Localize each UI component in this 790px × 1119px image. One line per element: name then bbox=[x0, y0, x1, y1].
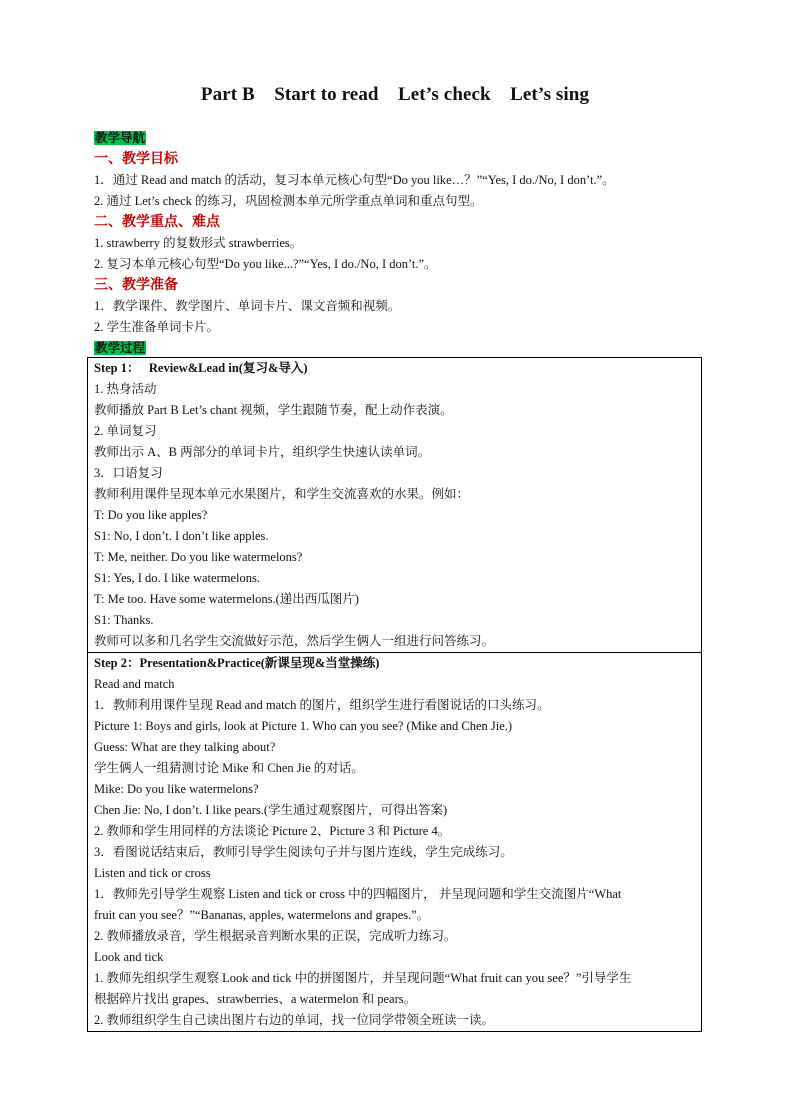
guide-label: 教学导航 bbox=[95, 131, 146, 145]
step2-line: Mike: Do you like watermelons? bbox=[94, 782, 259, 796]
step1-line: 2. 单词复习 bbox=[94, 424, 157, 438]
step2-line: Read and match bbox=[94, 677, 175, 691]
step1-line: S1: Yes, I do. I like watermelons. bbox=[94, 571, 260, 585]
step2-cell bbox=[88, 653, 702, 1032]
page-title: Part B Start to read Let’s check Let’s sing bbox=[200, 84, 590, 105]
prep-item: 1．教学课件、教学图片、单词卡片、课文音频和视频。 bbox=[94, 299, 401, 313]
teaching-guide bbox=[94, 128, 704, 359]
step2-line: 3．看图说话结束后，教师引导学生阅读句子并与图片连线，学生完成练习。 bbox=[94, 845, 513, 859]
step2-line: Look and tick bbox=[94, 950, 164, 964]
step1-line: S1: Thanks. bbox=[94, 613, 154, 627]
goals-heading: 一、教学目标 bbox=[94, 152, 178, 167]
goal-item: 1．通过 Read and match 的活动，复习本单元核心句型“Do you like…？”“Yes, I do./No, I don’t.”。 bbox=[94, 173, 615, 187]
step2-line: 2. 教师组织学生自己读出图片右边的单词，找一位同学带领全班读一读。 bbox=[94, 1013, 495, 1027]
step1-line: 教师出示 A、B 两部分的单词卡片，组织学生快速认读单词。 bbox=[94, 445, 431, 459]
step2-line: 学生俩人一组猜测讨论 Mike 和 Chen Jie 的对话。 bbox=[94, 761, 364, 775]
step1-line: 3．口语复习 bbox=[94, 466, 163, 480]
step2-line: 1．教师利用课件呈现 Read and match 的图片，组织学生进行看图说话的口头练习。 bbox=[94, 698, 550, 712]
step1-line: S1: No, I don’t. I don’t like apples. bbox=[94, 529, 269, 543]
step2-line: Chen Jie: No, I don’t. I like pears.(学生通过观察图片，可得出答案) bbox=[94, 803, 448, 817]
step1-heading: Step 1： Review&Lead in(复习&导入) bbox=[94, 361, 308, 375]
step2-line: 根据碎片找出 grapes、strawberries、a watermelon 和 pears。 bbox=[94, 992, 417, 1006]
teaching-process-table bbox=[87, 357, 702, 1032]
step2-line: Listen and tick or cross bbox=[94, 866, 211, 880]
goal-item: 2. 通过 Let’s check 的练习，巩固检测本单元所学重点单词和重点句型。 bbox=[94, 194, 483, 208]
step2-line: 2. 教师播放录音，学生根据录音判断水果的正误，完成听力练习。 bbox=[94, 929, 457, 943]
step2-line: 1．教师先引导学生观察 Listen and tick or cross 中的四幅图片， 并呈现问题和学生交流图片“What bbox=[94, 887, 622, 901]
step1-line: T: Me too. Have some watermelons.(递出西瓜图片) bbox=[94, 592, 359, 606]
step2-line: Picture 1: Boys and girls, look at Picture 1. Who can you see? (Mike and Chen Jie.) bbox=[94, 719, 513, 733]
step2-line: 2. 教师和学生用同样的方法谈论 Picture 2、Picture 3 和 Picture 4。 bbox=[94, 824, 451, 838]
step1-line: 1. 热身活动 bbox=[94, 382, 157, 396]
step2-line: Guess: What are they talking about? bbox=[94, 740, 276, 754]
keypoint-item: 1. strawberry 的复数形式 strawberries。 bbox=[94, 236, 303, 250]
process-label: 教学过程 bbox=[95, 341, 146, 355]
step1-line: T: Me, neither. Do you like watermelons? bbox=[94, 550, 303, 564]
step1-line: 教师可以多和几名学生交流做好示范，然后学生俩人一组进行问答练习。 bbox=[94, 634, 495, 648]
step2-line: 1. 教师先组织学生观察 Look and tick 中的拼图图片，并呈现问题“What fruit can you see？”引导学生 bbox=[94, 971, 632, 985]
step1-cell bbox=[88, 358, 702, 653]
prep-heading: 三、教学准备 bbox=[94, 278, 178, 293]
step2-row bbox=[88, 653, 702, 1032]
keypoint-item: 2. 复习本单元核心句型“Do you like...?”“Yes, I do./No, I don’t.”。 bbox=[94, 257, 437, 271]
step1-line: 教师播放 Part B Let’s chant 视频，学生跟随节奏，配上动作表演。 bbox=[94, 403, 453, 417]
keypoints-heading: 二、教学重点、难点 bbox=[94, 215, 220, 230]
step2-heading: Step 2：Presentation&Practice(新课呈现&当堂操练) bbox=[94, 656, 380, 670]
step1-line: T: Do you like apples? bbox=[94, 508, 208, 522]
step2-line: fruit can you see？”“Bananas, apples, watermelons and grapes.”。 bbox=[94, 908, 430, 922]
prep-item: 2. 学生准备单词卡片。 bbox=[94, 320, 220, 334]
step1-line: 教师利用课件呈现本单元水果图片，和学生交流喜欢的水果。例如： bbox=[94, 487, 470, 501]
step1-row bbox=[88, 358, 702, 653]
